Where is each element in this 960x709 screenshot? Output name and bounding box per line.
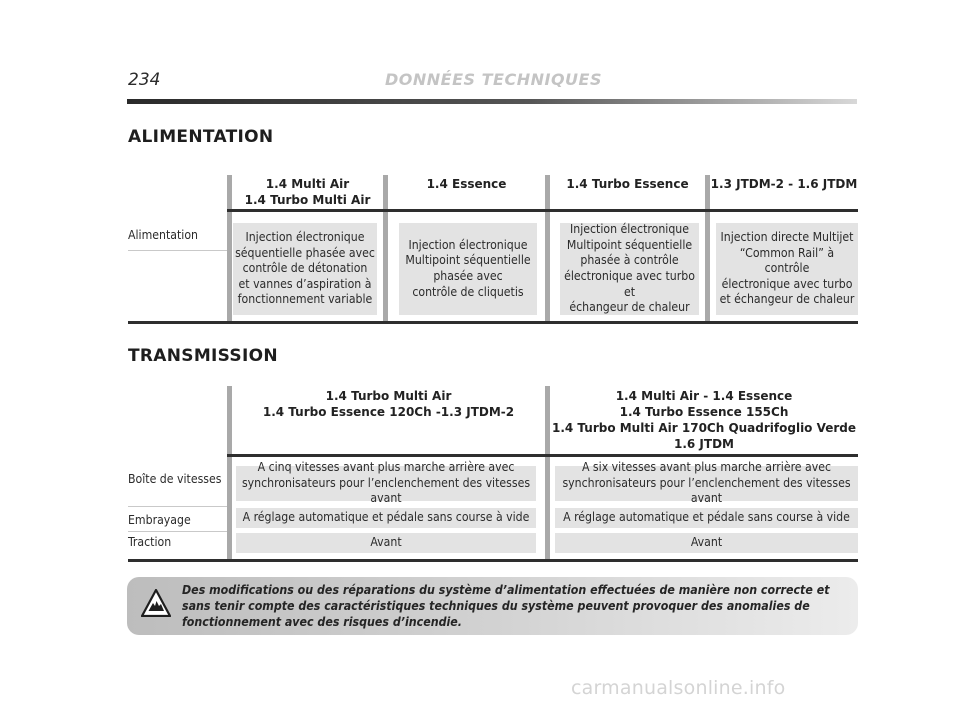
row-label-alimentation: Alimentation <box>128 228 198 242</box>
warning-text: Des modifications ou des réparations du système d’alimentation effectuées de manière non correcte et sans tenir compte des caractéristiques techniques du système peuvent provoquer des anomalies de fonctionnement avec des risques d’incendie. <box>182 583 830 629</box>
alim-col-head-turbo-essence: 1.4 Turbo Essence <box>566 177 689 191</box>
alim-cell-turbo-essence: Injection électronique Multipoint séquentielle phasée à contrôle électronique avec turbo et échangeur de chaleur <box>560 223 699 315</box>
warning-triangle-icon <box>141 589 171 617</box>
header-rule <box>127 99 857 104</box>
alim-cell-multiair: Injection électronique séquentielle phasée avec contrôle de détonation et vannes d’aspiration à fonctionnement variable <box>233 223 377 315</box>
trans-cell-clutch-6: A réglage automatique et pédale sans course à vide <box>555 508 858 528</box>
trans-cell-gearbox-5: A cinq vitesses avant plus marche arrière avec synchronisateurs pour l’enclenchement des vitesses avant <box>236 466 536 501</box>
section-title-transmission: TRANSMISSION <box>128 346 278 366</box>
page-number: 234 <box>128 70 161 90</box>
alim-header-rule <box>227 209 858 212</box>
alim-cell-essence: Injection électronique Multipoint séquentielle phasée avec contrôle de cliquetis <box>399 223 537 315</box>
row-label-gearbox: Boîte de vitesses <box>128 472 222 486</box>
trans-cell-clutch-5: A réglage automatique et pédale sans course à vide <box>236 508 536 528</box>
alim-bottom-rule <box>128 321 858 324</box>
column-divider <box>705 175 710 322</box>
trans-cell-traction-5: Avant <box>236 533 536 553</box>
column-divider <box>545 175 550 322</box>
alim-col-head-jtdm: 1.3 JTDM-2 - 1.6 JTDM <box>710 177 858 191</box>
row-separator <box>128 531 227 532</box>
alim-col-head-multiair <box>232 176 383 208</box>
row-separator <box>128 250 227 251</box>
trans-col-head-5speed: 1.4 Turbo Multi Air 1.4 Turbo Essence 120Ch -1.3 JTDM-2 <box>262 389 515 419</box>
trans-header-rule <box>227 454 858 457</box>
row-label-traction: Traction <box>128 535 172 549</box>
section-title-alimentation: ALIMENTATION <box>128 127 274 147</box>
trans-col-head-6speed: 1.4 Multi Air - 1.4 Essence 1.4 Turbo Essence 155Ch 1.4 Turbo Multi Air 170Ch Quadrifoglio Verde 1.6 JTDM <box>551 389 857 451</box>
page-title: DONNÉES TECHNIQUES <box>385 70 602 89</box>
alim-col-head-essence: 1.4 Essence <box>426 177 507 191</box>
alim-col-head-line: 1.4 Multi Air 1.4 Turbo Multi Air <box>244 177 371 207</box>
column-divider <box>383 175 388 322</box>
trans-bottom-rule <box>128 559 858 562</box>
alim-cell-jtdm: Injection directe Multijet “Common Rail” à contrôle électronique avec turbo et échangeur de chaleur <box>716 223 858 315</box>
watermark: carmanualsonline.info <box>571 677 786 699</box>
row-separator <box>128 506 227 507</box>
row-label-clutch: Embrayage <box>128 513 191 527</box>
trans-cell-traction-6: Avant <box>555 533 858 553</box>
trans-cell-gearbox-6: A six vitesses avant plus marche arrière avec synchronisateurs pour l’enclenchement des vitesses avant <box>555 466 858 501</box>
